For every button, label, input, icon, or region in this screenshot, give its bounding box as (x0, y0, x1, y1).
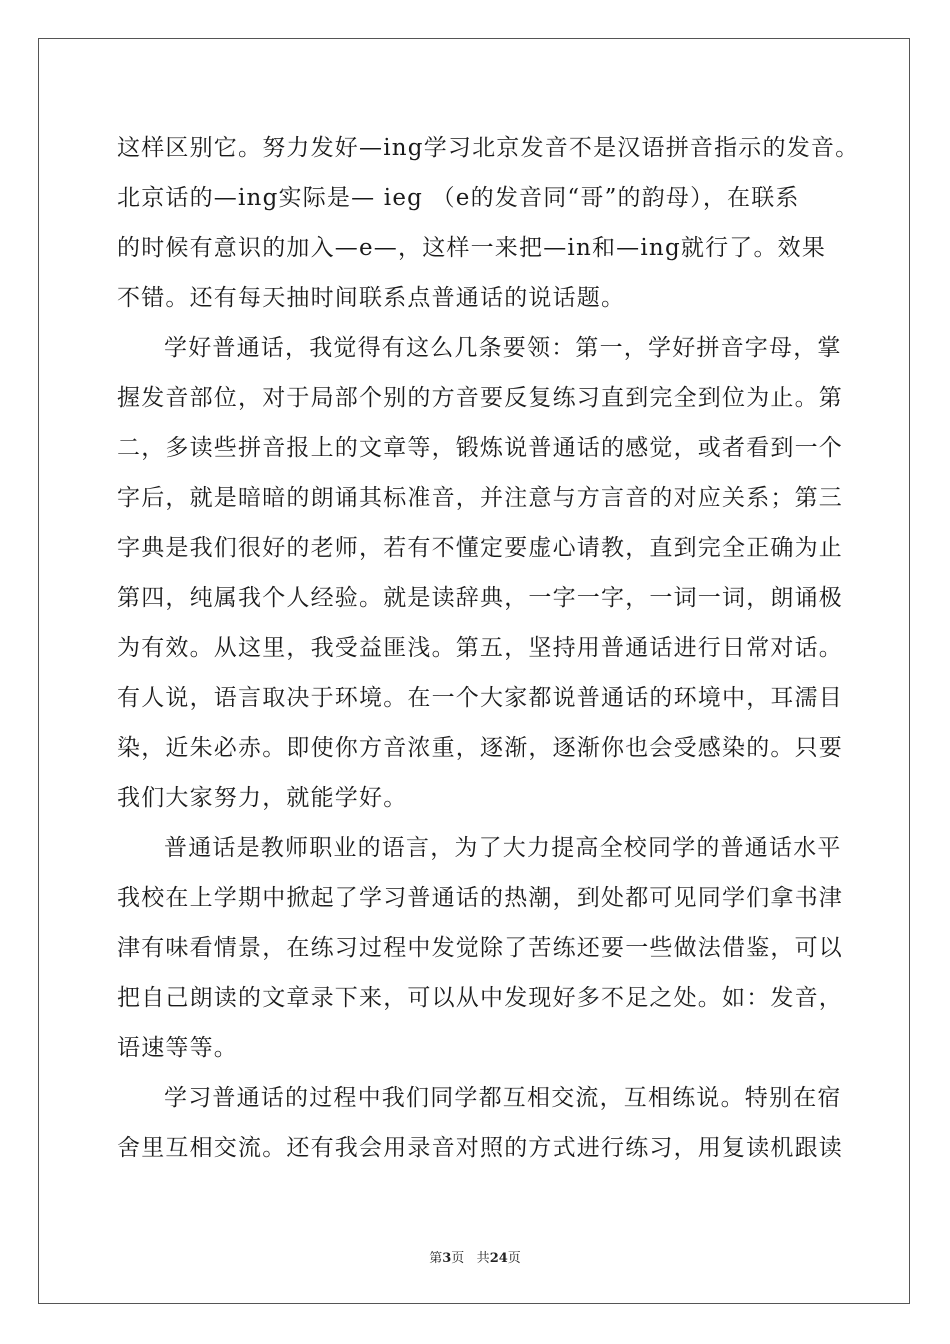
text-line: 有人说，语言取决于环境。在一个大家都说普通话的环境中，耳濡目 (117, 685, 843, 711)
text-line: 把自己朗读的文章录下来，可以从中发现好多不足之处。如：发音， (117, 985, 843, 1011)
total-pages: 24 (489, 1251, 508, 1266)
paragraph-first-line: 普通话是教师职业的语言，为了大力提高全校同学的普通话水平 (164, 835, 842, 861)
page-prefix: 第 (429, 1251, 443, 1266)
page-suffix: 页 (451, 1251, 465, 1266)
document-body (117, 127, 860, 1177)
paragraph-first-line: 学好普通话，我觉得有这么几条要领：第一，学好拼音字母，掌 (164, 335, 842, 361)
text-line: 字后，就是暗暗的朗诵其标准音，并注意与方言音的对应关系；第三 (117, 485, 843, 511)
paragraph-first-line: 学习普通话的过程中我们同学都互相交流，互相练说。特别在宿 (164, 1085, 842, 1111)
text-line: 北京话的—ing实际是— ieg （e的发音同“哥”的韵母），在联系 (117, 185, 800, 211)
text-line: 第四，纯属我个人经验。就是读辞典，一字一字，一词一词，朗诵极 (117, 585, 843, 611)
page-number: 3 (442, 1251, 452, 1266)
total-suffix: 页 (507, 1251, 521, 1266)
text-line: 染，近朱必赤。即使你方音浓重，逐渐，逐渐你也会受感染的。只要 (117, 735, 843, 761)
text-line: 舍里互相交流。还有我会用录音对照的方式进行练习，用复读机跟读 (117, 1135, 843, 1161)
text-line: 津有味看情景，在练习过程中发觉除了苦练还要一些做法借鉴，可以 (117, 935, 843, 961)
text-line: 握发音部位，对于局部个别的方音要反复练习直到完全到位为止。第 (117, 385, 843, 411)
text-line: 我们大家努力，就能学好。 (117, 785, 408, 811)
text-line: 我校在上学期中掀起了学习普通话的热潮，到处都可见同学们拿书津 (117, 885, 843, 911)
text-line: 语速等等。 (117, 1035, 238, 1061)
text-line: 这样区别它。努力发好—ing学习北京发音不是汉语拼音指示的发音。 (117, 135, 860, 161)
text-line: 为有效。从这里，我受益匪浅。第五，坚持用普通话进行日常对话。 (117, 635, 843, 661)
page-footer (0, 1247, 950, 1266)
text-line: 字典是我们很好的老师，若有不懂定要虚心请教，直到完全正确为止 (117, 535, 843, 561)
text-line: 不错。还有每天抽时间联系点普通话的说话题。 (117, 285, 626, 311)
text-line: 二，多读些拼音报上的文章等，锻炼说普通话的感觉，或者看到一个 (117, 435, 843, 461)
total-prefix: 共 (476, 1251, 490, 1266)
text-line: 的时候有意识的加入—e—，这样一来把—in和—ing就行了。效果 (117, 235, 827, 261)
